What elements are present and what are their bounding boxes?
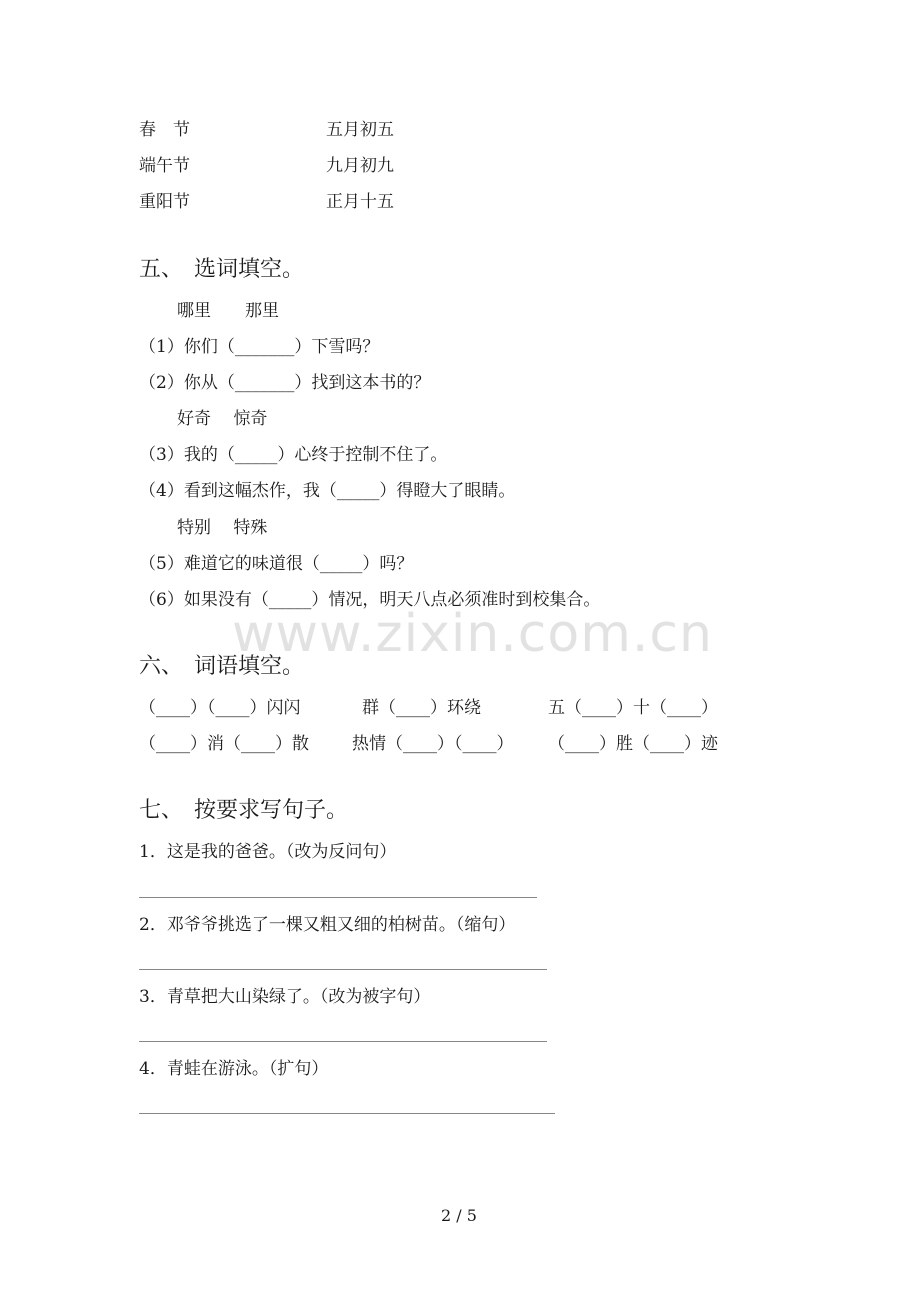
answer-line[interactable] — [139, 969, 547, 970]
watermark: www.zixin.com.cn — [232, 604, 713, 664]
sentence-task: 2．邓爷爷挑选了一棵又粗又细的柏树苗。（缩句） — [139, 915, 516, 935]
section5-title: 五、 选词填空。 — [139, 257, 305, 282]
festival-left-2: 端午节 — [139, 156, 190, 176]
question-item: （6）如果没有（_____）情况，明天八点必须准时到校集合。 — [139, 590, 601, 610]
word-choice-3: 特别 特殊 — [177, 518, 268, 538]
festival-right-2: 九月初九 — [326, 156, 394, 176]
word-fill-item: （____）（____）闪闪 — [139, 698, 301, 718]
question-item: （1）你们（_______）下雪吗？ — [139, 337, 380, 357]
word-choice-1: 哪里 那里 — [177, 301, 279, 321]
word-fill-item: 热情（____）（____） — [352, 734, 514, 754]
word-fill-item: 五（____）十（____） — [548, 698, 718, 718]
sentence-task: 3．青草把大山染绿了。（改为被字句） — [139, 987, 431, 1007]
answer-line[interactable] — [139, 1113, 555, 1114]
festival-left-3: 重阳节 — [139, 192, 190, 212]
question-item: （5）难道它的味道很（_____）吗？ — [139, 554, 414, 574]
section6-title: 六、 词语填空。 — [139, 654, 305, 679]
question-item: （2）你从（_______）找到这本书的？ — [139, 373, 431, 393]
sentence-task: 1．这是我的爸爸。（改为反问句） — [139, 842, 397, 862]
sentence-task: 4．青蛙在游泳。（扩句） — [139, 1059, 329, 1079]
question-item: （3）我的（_____）心终于控制不住了。 — [139, 445, 448, 465]
word-choice-2: 好奇 惊奇 — [177, 409, 268, 429]
answer-line[interactable] — [139, 897, 537, 898]
question-item: （4）看到这幅杰作，我（_____）得瞪大了眼睛。 — [139, 481, 516, 501]
page-number: 2 / 5 — [441, 1206, 477, 1225]
answer-line[interactable] — [139, 1041, 547, 1042]
festival-right-1: 五月初五 — [326, 120, 394, 140]
word-fill-item: （____）胜（____）迹 — [548, 734, 718, 754]
section7-title: 七、 按要求写句子。 — [139, 798, 349, 823]
festival-left-1: 春 节 — [139, 120, 190, 140]
word-fill-item: 群（____）环绕 — [362, 698, 481, 718]
word-fill-item: （____）消（____）散 — [139, 734, 309, 754]
festival-right-3: 正月十五 — [326, 192, 394, 212]
